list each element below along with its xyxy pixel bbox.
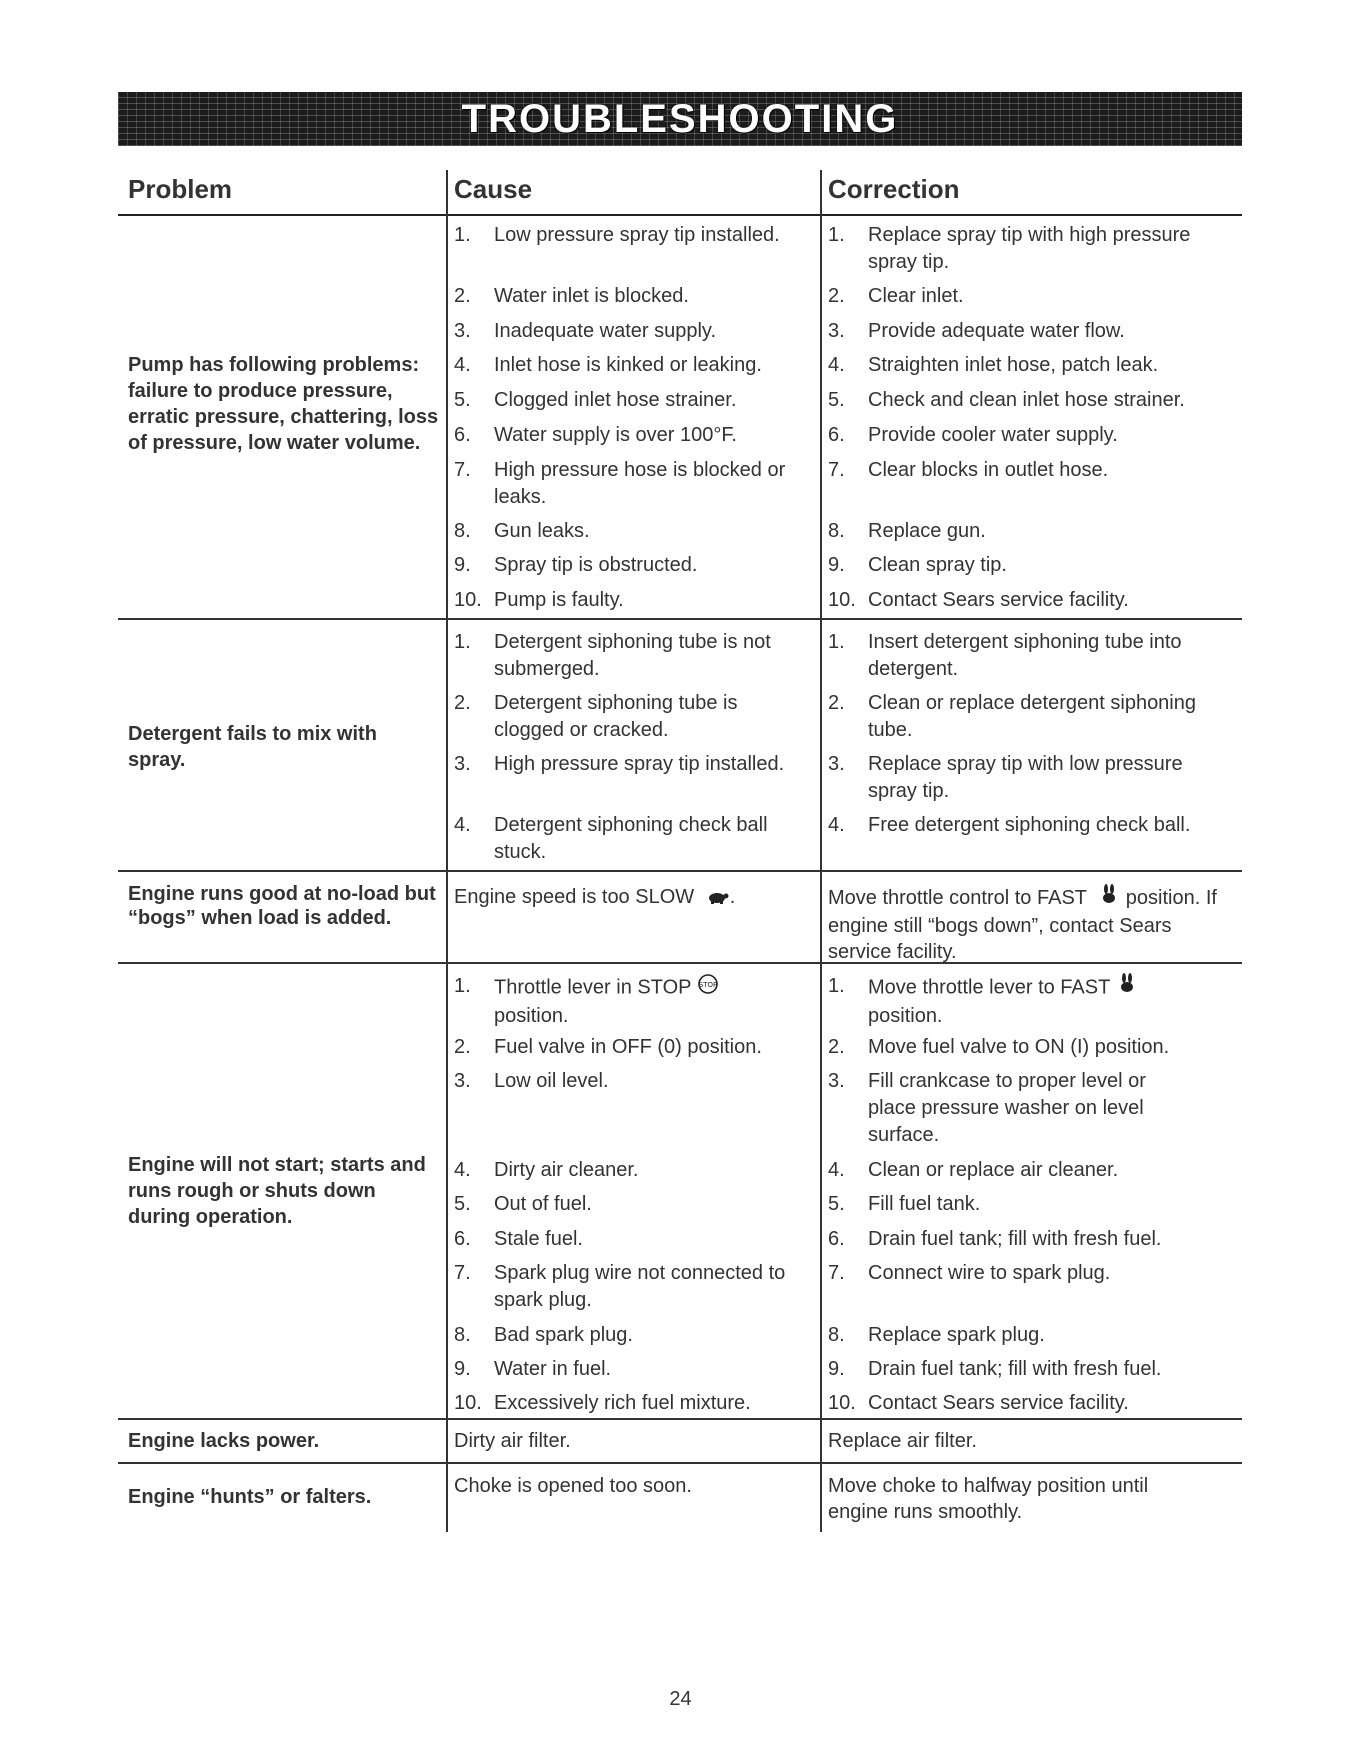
correction-text: Replace air filter. (828, 1430, 977, 1452)
rabbit-fast-icon (1098, 884, 1120, 913)
correction-text: Move choke to halfway position until engine runs smoothly. (828, 1475, 1149, 1523)
rabbit-fast-icon (1116, 973, 1138, 1003)
svg-text:STOP: STOP (699, 981, 718, 989)
cause-text: Dirty air filter. (454, 1430, 571, 1452)
problem-engine-lacks-power: Engine lacks power. (128, 1430, 320, 1452)
title-banner (118, 92, 1242, 146)
table-header (118, 174, 1242, 216)
problem-detergent: Detergent fails to mix with spray. (128, 723, 377, 771)
column-divider (446, 170, 448, 1532)
cause-text: Engine speed is too SLOW . (454, 884, 814, 911)
page-title: TROUBLESHOOTING (461, 96, 899, 141)
problem-pump: Pump has following problems: failure to produce pressure, erratic pressure, chattering, loss of pressure, low water volume. (128, 354, 439, 454)
column-divider (820, 170, 822, 1532)
row-divider (118, 1418, 1242, 1420)
stop-icon (697, 973, 719, 1003)
row-divider (118, 618, 1242, 620)
row-divider (118, 1462, 1242, 1464)
cause-text: Choke is opened too soon. (454, 1475, 692, 1497)
problem-engine-bogs: Engine runs good at no-load but “bogs” when load is added. (128, 883, 436, 929)
page-number: 24 (669, 1688, 692, 1710)
problem-engine-hunts: Engine “hunts” or falters. (128, 1486, 372, 1508)
problem-engine-not-start: Engine will not start; starts and runs rough or shuts down during operation. (128, 1154, 426, 1228)
correction-column-header: Correction (828, 174, 960, 204)
correction-text: Move throttle control to FAST position. If engine still “bogs down”, contact Sears service facility. (828, 884, 1238, 965)
problem-column-header: Problem (128, 174, 233, 204)
cause-column-header: Cause (454, 174, 533, 204)
row-divider (118, 870, 1242, 872)
turtle-slow-icon (706, 885, 730, 911)
